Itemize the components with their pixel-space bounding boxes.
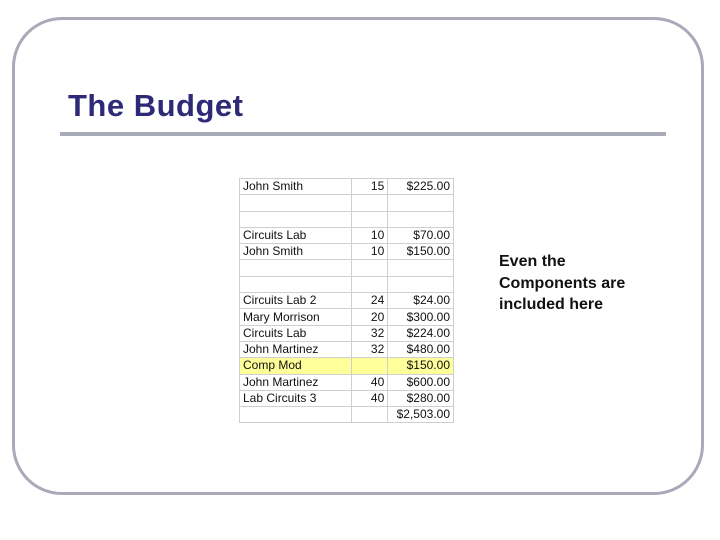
table-row-highlighted — [240, 358, 454, 374]
quantity-cell: 10 — [352, 227, 388, 243]
quantity-cell: 40 — [352, 374, 388, 390]
quantity-cell: 15 — [352, 179, 388, 195]
table-row — [240, 211, 454, 227]
name-cell: Lab Circuits 3 — [240, 390, 352, 406]
name-cell — [240, 276, 352, 292]
name-cell: John Smith — [240, 179, 352, 195]
cost-cell — [388, 211, 454, 227]
table-row — [240, 341, 454, 357]
quantity-cell — [352, 276, 388, 292]
name-cell: John Martinez — [240, 374, 352, 390]
cost-cell: $280.00 — [388, 390, 454, 406]
table-row — [240, 374, 454, 390]
table-row — [240, 325, 454, 341]
quantity-cell — [352, 358, 388, 374]
table-row — [240, 293, 454, 309]
name-cell: Circuits Lab — [240, 227, 352, 243]
slide-title: The Budget — [68, 88, 244, 123]
table-row — [240, 195, 454, 211]
cost-cell — [388, 260, 454, 276]
name-cell: John Smith — [240, 244, 352, 260]
table-row — [240, 179, 454, 195]
cost-cell: $70.00 — [388, 227, 454, 243]
quantity-cell — [352, 211, 388, 227]
name-cell — [240, 407, 352, 423]
table-row — [240, 390, 454, 406]
cost-cell: $300.00 — [388, 309, 454, 325]
cost-cell: $225.00 — [388, 179, 454, 195]
quantity-cell — [352, 407, 388, 423]
budget-table — [239, 178, 454, 423]
budget-table-body — [240, 179, 454, 423]
name-cell — [240, 260, 352, 276]
name-cell — [240, 211, 352, 227]
quantity-cell: 32 — [352, 325, 388, 341]
table-row — [240, 260, 454, 276]
name-cell: John Martinez — [240, 341, 352, 357]
cost-cell: $150.00 — [388, 244, 454, 260]
title-divider — [60, 132, 666, 136]
name-cell: Mary Morrison — [240, 309, 352, 325]
side-note-line: included here — [499, 296, 604, 313]
cost-cell — [388, 195, 454, 211]
side-note-line: Even the — [499, 253, 566, 270]
quantity-cell: 32 — [352, 341, 388, 357]
quantity-cell — [352, 260, 388, 276]
cost-cell: $150.00 — [388, 358, 454, 374]
table-row — [240, 309, 454, 325]
cost-cell: $24.00 — [388, 293, 454, 309]
cost-cell: $2,503.00 — [388, 407, 454, 423]
quantity-cell: 20 — [352, 309, 388, 325]
table-row — [240, 227, 454, 243]
name-cell: Comp Mod — [240, 358, 352, 374]
quantity-cell: 10 — [352, 244, 388, 260]
name-cell — [240, 195, 352, 211]
cost-cell — [388, 276, 454, 292]
table-row — [240, 407, 454, 423]
side-note — [499, 251, 669, 316]
quantity-cell: 40 — [352, 390, 388, 406]
quantity-cell: 24 — [352, 293, 388, 309]
cost-cell: $224.00 — [388, 325, 454, 341]
table-row — [240, 244, 454, 260]
cost-cell: $480.00 — [388, 341, 454, 357]
cost-cell: $600.00 — [388, 374, 454, 390]
table-row — [240, 276, 454, 292]
side-note-line: Components are — [499, 274, 626, 292]
name-cell: Circuits Lab — [240, 325, 352, 341]
quantity-cell — [352, 195, 388, 211]
name-cell: Circuits Lab 2 — [240, 293, 352, 309]
